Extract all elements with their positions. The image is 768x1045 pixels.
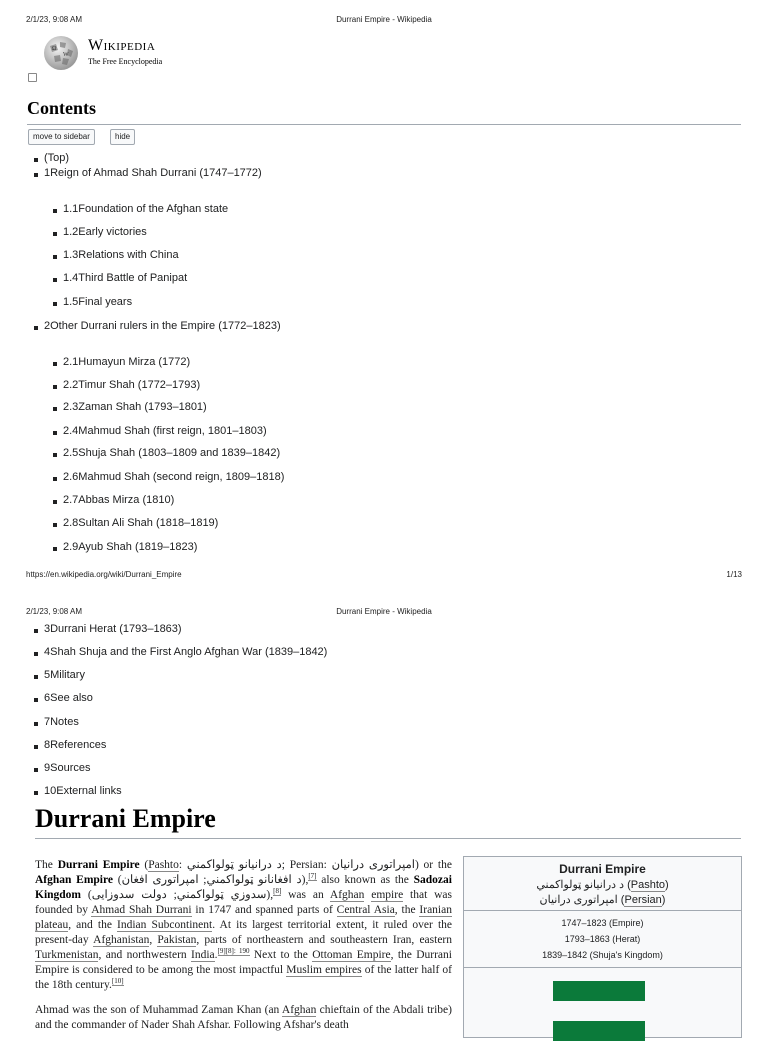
link-india[interactable]: India [191,949,215,961]
toc-item-2-4[interactable]: 2.4Mahmud Shah (first reign, 1801–1803) [63,425,267,437]
text: (د افغانانو ټولواکمني; امپراتوری افغان), [113,874,309,886]
infobox-years-herat: 1793–1863 (Herat) [564,934,641,944]
toc-item-7[interactable]: 7Notes [44,716,79,728]
citation-8[interactable]: [8] [273,887,282,896]
toc-item-1-1[interactable]: 1.1Foundation of the Afghan state [63,203,229,215]
native-name: د درانیانو ټولواکمني [536,879,625,891]
citation-10[interactable]: [10] [111,977,124,986]
link-muslim-empires[interactable]: Muslim empires [286,964,362,976]
text: The [35,859,58,871]
article-title: Durrani Empire [35,804,216,833]
link-afghan[interactable]: Afghan [329,889,365,901]
toc-item-2[interactable]: 2Other Durrani rulers in the Empire (1772–1823) [44,320,281,332]
text: , the [394,904,420,916]
toc-item-2-8[interactable]: 2.8Sultan Ali Shah (1818–1819) [63,517,219,529]
link-iranian-plateau[interactable]: Iranian plateau [35,904,452,931]
toc-item-2-1[interactable]: 2.1Humayun Mirza (1772) [63,356,191,368]
text: . At its largest territorial extent, it ruled over the present-day [35,919,453,946]
link-indian-subcontinent[interactable]: Indian Subcontinent [117,919,213,931]
svg-text:W: W [63,52,69,58]
toc-item-5[interactable]: 5Military [44,669,85,681]
citation-9[interactable]: [9][8]: 190 [217,947,250,956]
text: , the Durrani Empire is considered to be among the most impactful [35,949,452,976]
print-page-number: 1/13 [726,570,742,579]
link-pashto[interactable]: Pashto [148,859,179,871]
text: , and northwestern [98,949,191,961]
citation-7[interactable]: [7] [308,872,317,881]
flag-image[interactable] [553,981,645,1001]
infobox-divider [464,910,741,911]
article-body [35,858,452,1045]
wikipedia-globe-icon [42,34,80,72]
move-to-sidebar-button[interactable]: move to sidebar [28,129,95,145]
link-afghan[interactable]: Afghan [281,1004,317,1016]
text: , and the [68,919,118,931]
toc-item-1-5[interactable]: 1.5Final years [63,296,133,308]
text: in 1747 and spanned parts of [191,904,337,916]
toc-item-2-5[interactable]: 2.5Shuja Shah (1803–1809 and 1839–1842) [63,447,281,459]
link-ahmad-shah-durrani[interactable]: Ahmad Shah Durrani [91,904,192,916]
text: Next to the [249,949,313,961]
toc-item-1-4[interactable]: 1.4Third Battle of Panipat [63,272,188,284]
text: of the latter half of the 18th century. [35,964,452,991]
contents-divider [27,124,741,125]
text: was an [281,889,330,901]
toc-item-6[interactable]: 6See also [44,692,93,704]
text: (سدوزي ټولواکمني; دولت سدوزایی), [81,889,274,901]
text: Ahmad was the son of Muhammad Zaman Khan (an [35,1004,282,1016]
toc-item-1[interactable]: 1Reign of Ahmad Shah Durrani (1747–1772) [44,167,262,179]
native-name: امپراتوری درانیان [539,894,618,906]
print-doc-title: Durrani Empire - Wikipedia [336,607,432,616]
link-persian[interactable]: Persian [624,894,662,906]
contents-heading: Contents [27,98,97,118]
link-pashto[interactable]: Pashto [630,879,665,891]
menu-checkbox[interactable] [28,73,37,82]
infobox-years-shuja: 1839–1842 (Shuja's Kingdom) [542,950,663,960]
text: : د درانیانو ټولواکمني; Persian: امپراتوری درانیان) or the [178,859,452,871]
text: chieftain of the Abdali tribe) and the commander of Nader Shah Afshar. Following Afshar's death [35,1004,452,1031]
print-datetime: 2/1/23, 9:08 AM [26,607,83,616]
bold-name: Durrani Empire [57,859,140,871]
toc-item-2-2[interactable]: 2.2Timur Shah (1772–1793) [63,379,201,391]
wikipedia-tagline: The Free Encyclopedia [88,57,163,66]
text: , [149,934,158,946]
wikipedia-logo[interactable] [42,34,182,74]
wikipedia-wordmark: Wikipedia [88,37,156,54]
toc-item-top[interactable]: (Top) [44,152,70,164]
toc-item-4[interactable]: 4Shah Shuja and the First Anglo Afghan War (1839–1842) [44,646,328,658]
infobox-title: Durrani Empire [559,862,646,876]
intro-paragraph [35,858,452,993]
title-divider [35,838,741,839]
flag-image[interactable] [553,1021,645,1041]
infobox-years-empire: 1747–1823 (Empire) [561,918,644,928]
toc-item-9[interactable]: 9Sources [44,762,91,774]
text: that was founded by [35,889,452,916]
text: also known as the [316,874,414,886]
bold-name: Sadozai Kingdom [35,874,452,901]
text: ( [139,859,149,871]
link-ottoman-empire[interactable]: Ottoman Empire [312,949,391,961]
second-paragraph [35,1003,452,1033]
toc-item-2-9[interactable]: 2.9Ayub Shah (1819–1823) [63,541,198,553]
svg-text:Ω: Ω [52,46,57,52]
toc-item-2-3[interactable]: 2.3Zaman Shah (1793–1801) [63,401,207,413]
infobox-native-name-persian: امپراتوری درانیان (Persian) [539,894,666,906]
toc-item-3[interactable]: 3Durrani Herat (1793–1863) [44,623,182,635]
print-url: https://en.wikipedia.org/wiki/Durrani_Empire [26,570,182,579]
print-datetime: 2/1/23, 9:08 AM [26,15,83,24]
text: . [214,949,218,961]
link-afghanistan[interactable]: Afghanistan [93,934,150,946]
text: , parts of northeastern and southeastern Iran, eastern [196,934,453,946]
infobox-divider [464,967,741,968]
print-doc-title: Durrani Empire - Wikipedia [336,15,432,24]
toc-item-2-7[interactable]: 2.7Abbas Mirza (1810) [63,494,175,506]
toc-item-2-6[interactable]: 2.6Mahmud Shah (second reign, 1809–1818) [63,471,285,483]
toc-item-1-3[interactable]: 1.3Relations with China [63,249,179,261]
bold-name: Afghan Empire [35,874,113,886]
infobox [463,856,742,1038]
link-turkmenistan[interactable]: Turkmenistan [35,949,99,961]
infobox-native-name-pashto: د درانیانو ټولواکمني (Pashto) [536,879,669,891]
toc-item-8[interactable]: 8References [44,739,107,751]
toc-item-1-2[interactable]: 1.2Early victories [63,226,147,238]
toc-item-10[interactable]: 10External links [44,785,122,797]
link-central-asia[interactable]: Central Asia [336,904,395,916]
link-pakistan[interactable]: Pakistan [157,934,197,946]
link-empire[interactable]: empire [371,889,404,901]
hide-button[interactable]: hide [110,129,135,145]
